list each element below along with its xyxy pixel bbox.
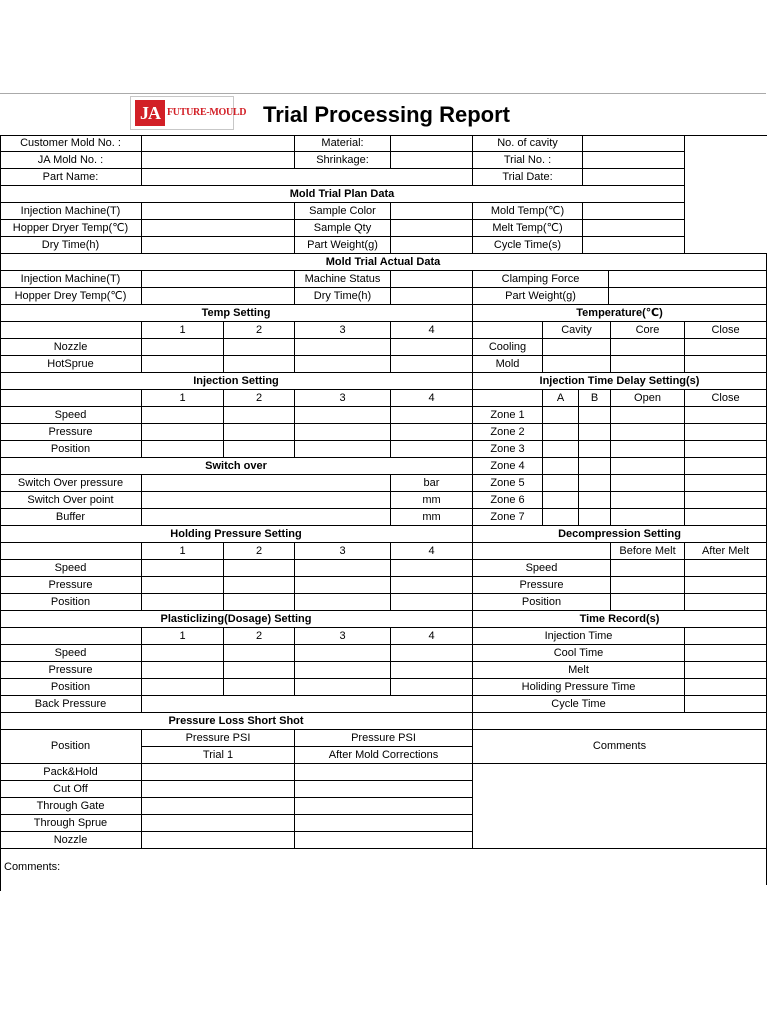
input-cell[interactable] — [579, 424, 611, 441]
cell-injection-setting: Injection Setting — [0, 373, 473, 390]
cell-hopper-dryer-temp: Hopper Dryer Temp(℃) — [0, 220, 142, 237]
input-cell[interactable] — [142, 339, 224, 356]
cell-pressure-loss-short-shot: Pressure Loss Short Shot — [0, 713, 473, 730]
logo-wordmark: FUTURE-MOULD — [167, 107, 247, 118]
input-cell[interactable] — [611, 339, 685, 356]
input-cell[interactable] — [295, 832, 473, 849]
input-cell[interactable] — [142, 577, 224, 594]
cell-through-gate: Through Gate — [0, 798, 142, 815]
input-cell[interactable] — [224, 356, 295, 373]
input-cell[interactable] — [142, 356, 224, 373]
cell-pressure: Pressure — [0, 424, 142, 441]
cell-4: 4 — [391, 628, 473, 645]
report-title: Trial Processing Report — [263, 102, 510, 127]
cell-1: 1 — [142, 322, 224, 339]
cell-zone-1: Zone 1 — [473, 407, 543, 424]
input-cell[interactable] — [579, 441, 611, 458]
input-cell[interactable] — [224, 577, 295, 594]
cell-1: 1 — [142, 543, 224, 560]
cell-position: Position — [473, 594, 611, 611]
input-cell[interactable] — [611, 594, 685, 611]
input-cell[interactable] — [295, 424, 391, 441]
input-cell[interactable] — [142, 237, 295, 254]
input-cell[interactable] — [611, 577, 685, 594]
input-cell[interactable] — [685, 339, 767, 356]
input-cell[interactable] — [295, 815, 473, 832]
input-cell[interactable] — [295, 594, 391, 611]
cell-zone-3: Zone 3 — [473, 441, 543, 458]
input-cell[interactable] — [391, 152, 473, 169]
input-cell[interactable] — [142, 509, 391, 526]
input-cell[interactable] — [142, 407, 224, 424]
input-cell[interactable] — [611, 560, 685, 577]
input-cell[interactable] — [391, 339, 473, 356]
cell-pressure: Pressure — [473, 577, 611, 594]
input-cell[interactable] — [685, 424, 767, 441]
input-cell[interactable] — [224, 594, 295, 611]
cell-hotsprue: HotSprue — [0, 356, 142, 373]
cell-buffer: Buffer — [0, 509, 142, 526]
cell-3: 3 — [295, 390, 391, 407]
cell-core: Core — [611, 322, 685, 339]
cell-pressure-psi: Pressure PSI — [142, 730, 295, 747]
input-cell[interactable] — [685, 560, 767, 577]
cell-cavity: Cavity — [543, 322, 611, 339]
input-cell[interactable] — [295, 764, 473, 781]
cell-close: Close — [685, 390, 767, 407]
cell-zone-2: Zone 2 — [473, 424, 543, 441]
input-cell[interactable] — [579, 475, 611, 492]
input-cell[interactable] — [685, 696, 767, 713]
input-cell[interactable] — [611, 458, 685, 475]
input-cell[interactable] — [391, 424, 473, 441]
cell-3: 3 — [295, 322, 391, 339]
input-cell[interactable] — [609, 271, 767, 288]
cell-clamping-force: Clamping Force — [473, 271, 609, 288]
cell-pressure: Pressure — [0, 577, 142, 594]
input-cell[interactable] — [391, 594, 473, 611]
cell-mold-temp: Mold Temp(℃) — [473, 203, 583, 220]
cell-switch-over-pressure: Switch Over pressure — [0, 475, 142, 492]
cell-after-melt: After Melt — [685, 543, 767, 560]
cell-bar: bar — [391, 475, 473, 492]
cell-through-sprue: Through Sprue — [0, 815, 142, 832]
input-cell[interactable] — [224, 407, 295, 424]
cell-zone-5: Zone 5 — [473, 475, 543, 492]
input-cell[interactable] — [611, 475, 685, 492]
input-cell[interactable] — [543, 475, 579, 492]
cell-position: Position — [0, 441, 142, 458]
cell-mm: mm — [391, 492, 473, 509]
cell-injection-time-delay-setting-s: Injection Time Delay Setting(s) — [473, 373, 767, 390]
cell-cycle-time-s: Cycle Time(s) — [473, 237, 583, 254]
input-cell[interactable] — [295, 407, 391, 424]
input-cell[interactable] — [473, 390, 543, 407]
cell-speed: Speed — [473, 560, 611, 577]
input-cell[interactable] — [583, 169, 685, 186]
input-cell[interactable] — [0, 390, 142, 407]
input-cell[interactable] — [611, 407, 685, 424]
cell-ja-mold-no: JA Mold No. : — [0, 152, 142, 169]
input-cell[interactable] — [611, 509, 685, 526]
cell-mm: mm — [391, 509, 473, 526]
input-cell[interactable] — [391, 441, 473, 458]
input-cell[interactable] — [685, 594, 767, 611]
input-cell[interactable] — [543, 441, 579, 458]
company-logo — [130, 96, 247, 130]
input-cell[interactable] — [295, 662, 391, 679]
cell-zone-7: Zone 7 — [473, 509, 543, 526]
cell-cool-time: Cool Time — [473, 645, 685, 662]
cell-dry-time-h: Dry Time(h) — [295, 288, 391, 305]
input-cell[interactable] — [142, 645, 224, 662]
input-cell[interactable] — [391, 645, 473, 662]
cell-2: 2 — [224, 628, 295, 645]
cell-holding-pressure-setting: Holding Pressure Setting — [0, 526, 473, 543]
input-cell[interactable] — [473, 713, 767, 730]
cell-3: 3 — [295, 543, 391, 560]
input-cell[interactable] — [543, 407, 579, 424]
trial-processing-report — [0, 93, 768, 891]
input-cell[interactable] — [295, 441, 391, 458]
cell-before-melt: Before Melt — [611, 543, 685, 560]
cell-no-of-cavity: No. of cavity — [473, 135, 583, 152]
report-header — [0, 93, 766, 136]
cell-speed: Speed — [0, 407, 142, 424]
cell-time-record-s: Time Record(s) — [473, 611, 767, 628]
cell-mold-trial-plan-data: Mold Trial Plan Data — [0, 186, 685, 203]
input-cell[interactable] — [224, 441, 295, 458]
input-cell[interactable] — [0, 322, 142, 339]
input-cell[interactable] — [391, 679, 473, 696]
comments-area[interactable] — [473, 764, 767, 849]
input-cell[interactable] — [295, 356, 391, 373]
input-cell[interactable] — [295, 679, 391, 696]
input-cell[interactable] — [543, 492, 579, 509]
input-cell[interactable] — [685, 679, 767, 696]
input-cell[interactable] — [142, 135, 295, 152]
input-cell[interactable] — [224, 662, 295, 679]
input-cell[interactable] — [142, 832, 295, 849]
cell-2: 2 — [224, 390, 295, 407]
cell-cycle-time: Cycle Time — [473, 696, 685, 713]
input-cell[interactable] — [142, 271, 295, 288]
input-cell[interactable] — [473, 543, 611, 560]
cell-speed: Speed — [0, 560, 142, 577]
cell-1: 1 — [142, 390, 224, 407]
input-cell[interactable] — [583, 237, 685, 254]
input-cell[interactable] — [391, 288, 473, 305]
cell-injection-machine-t: Injection Machine(T) — [0, 203, 142, 220]
input-cell[interactable] — [142, 475, 391, 492]
cell-sample-qty: Sample Qty — [295, 220, 391, 237]
cell-pressure-psi: Pressure PSI — [295, 730, 473, 747]
cell-customer-mold-no: Customer Mold No. : — [0, 135, 142, 152]
input-cell[interactable] — [142, 441, 224, 458]
input-cell[interactable] — [583, 220, 685, 237]
input-cell[interactable] — [579, 458, 611, 475]
input-cell[interactable] — [142, 764, 295, 781]
input-cell[interactable] — [142, 662, 224, 679]
input-cell[interactable] — [391, 271, 473, 288]
input-cell[interactable] — [295, 339, 391, 356]
cell-shrinkage: Shrinkage: — [295, 152, 391, 169]
cell-pack-hold: Pack&Hold — [0, 764, 142, 781]
input-cell[interactable] — [142, 679, 224, 696]
cell-position: Position — [0, 679, 142, 696]
logo-ja-mark: JA — [135, 100, 165, 126]
cell-pressure: Pressure — [0, 662, 142, 679]
input-cell[interactable] — [142, 220, 295, 237]
input-cell[interactable] — [685, 492, 767, 509]
cell-hopper-drey-temp: Hopper Drey Temp(℃) — [0, 288, 142, 305]
comments-footer-label: Comments: — [0, 849, 767, 885]
input-cell[interactable] — [391, 662, 473, 679]
cell-switch-over-point: Switch Over point — [0, 492, 142, 509]
input-cell[interactable] — [685, 475, 767, 492]
input-cell[interactable] — [685, 662, 767, 679]
cell-b: B — [579, 390, 611, 407]
input-cell[interactable] — [391, 407, 473, 424]
input-cell[interactable] — [295, 645, 391, 662]
cell-4: 4 — [391, 390, 473, 407]
cell-part-name: Part Name: — [0, 169, 142, 186]
cell-a: A — [543, 390, 579, 407]
input-cell[interactable] — [685, 458, 767, 475]
cell-mold: Mold — [473, 356, 543, 373]
input-cell[interactable] — [391, 135, 473, 152]
cell-machine-status: Machine Status — [295, 271, 391, 288]
input-cell[interactable] — [391, 220, 473, 237]
input-cell[interactable] — [295, 798, 473, 815]
input-cell[interactable] — [142, 781, 295, 798]
cell-2: 2 — [224, 322, 295, 339]
input-cell[interactable] — [142, 798, 295, 815]
cell-dry-time-h: Dry Time(h) — [0, 237, 142, 254]
input-cell[interactable] — [611, 424, 685, 441]
input-cell[interactable] — [579, 509, 611, 526]
input-cell[interactable] — [579, 407, 611, 424]
cell-decompression-setting: Decompression Setting — [473, 526, 767, 543]
input-cell[interactable] — [685, 356, 767, 373]
cell-melt: Melt — [473, 662, 685, 679]
input-cell[interactable] — [685, 441, 767, 458]
input-cell[interactable] — [579, 492, 611, 509]
input-cell[interactable] — [391, 560, 473, 577]
input-cell[interactable] — [142, 696, 473, 713]
cell-cooling: Cooling — [473, 339, 543, 356]
input-cell[interactable] — [543, 356, 611, 373]
input-cell[interactable] — [391, 203, 473, 220]
input-cell[interactable] — [142, 152, 295, 169]
input-cell[interactable] — [473, 322, 543, 339]
input-cell[interactable] — [543, 509, 579, 526]
cell-1: 1 — [142, 628, 224, 645]
input-cell[interactable] — [543, 339, 611, 356]
cell-trial-no: Trial No. : — [473, 152, 583, 169]
input-cell[interactable] — [142, 169, 473, 186]
cell-4: 4 — [391, 543, 473, 560]
cell-temp-setting: Temp Setting — [0, 305, 473, 322]
input-cell[interactable] — [142, 560, 224, 577]
input-cell[interactable] — [142, 815, 295, 832]
input-cell[interactable] — [142, 203, 295, 220]
input-cell[interactable] — [391, 577, 473, 594]
input-cell[interactable] — [0, 628, 142, 645]
input-cell[interactable] — [391, 237, 473, 254]
input-cell[interactable] — [224, 645, 295, 662]
cell-trial-date: Trial Date: — [473, 169, 583, 186]
cell-part-weight-g: Part Weight(g) — [473, 288, 609, 305]
cell-position: Position — [0, 594, 142, 611]
input-cell[interactable] — [543, 458, 579, 475]
input-cell[interactable] — [685, 509, 767, 526]
cell-zone-4: Zone 4 — [473, 458, 543, 475]
cell-temperature: Temperature(℃) — [473, 305, 767, 322]
input-cell[interactable] — [142, 424, 224, 441]
cell-injection-time: Injection Time — [473, 628, 685, 645]
input-cell[interactable] — [142, 594, 224, 611]
cell-material: Material: — [295, 135, 391, 152]
input-cell[interactable] — [611, 492, 685, 509]
input-cell[interactable] — [583, 152, 685, 169]
cell-back-pressure: Back Pressure — [0, 696, 142, 713]
input-cell[interactable] — [685, 628, 767, 645]
cell-mold-trial-actual-data: Mold Trial Actual Data — [0, 254, 767, 271]
input-cell[interactable] — [295, 781, 473, 798]
input-cell[interactable] — [685, 645, 767, 662]
input-cell[interactable] — [142, 288, 295, 305]
cell-part-weight-g: Part Weight(g) — [295, 237, 391, 254]
cell-nozzle: Nozzle — [0, 832, 142, 849]
cell-after-mold-corrections: After Mold Corrections — [295, 747, 473, 764]
input-cell[interactable] — [543, 424, 579, 441]
cell-speed: Speed — [0, 645, 142, 662]
position-label: Position — [0, 730, 142, 764]
input-cell[interactable] — [142, 492, 391, 509]
input-cell[interactable] — [295, 560, 391, 577]
cell-4: 4 — [391, 322, 473, 339]
cell-trial-1: Trial 1 — [142, 747, 295, 764]
input-cell[interactable] — [391, 356, 473, 373]
input-cell[interactable] — [295, 577, 391, 594]
input-cell[interactable] — [611, 356, 685, 373]
input-cell[interactable] — [609, 288, 767, 305]
input-cell[interactable] — [224, 424, 295, 441]
cell-close: Close — [685, 322, 767, 339]
cell-2: 2 — [224, 543, 295, 560]
input-cell[interactable] — [611, 441, 685, 458]
input-cell[interactable] — [583, 203, 685, 220]
input-cell[interactable] — [0, 543, 142, 560]
input-cell[interactable] — [224, 560, 295, 577]
cell-3: 3 — [295, 628, 391, 645]
cell-sample-color: Sample Color — [295, 203, 391, 220]
cell-open: Open — [611, 390, 685, 407]
cell-zone-6: Zone 6 — [473, 492, 543, 509]
cell-cut-off: Cut Off — [0, 781, 142, 798]
cell-switch-over: Switch over — [0, 458, 473, 475]
comments-header: Comments — [473, 730, 767, 764]
header-blank-cell — [685, 135, 767, 254]
input-cell[interactable] — [224, 339, 295, 356]
input-cell[interactable] — [224, 679, 295, 696]
cell-nozzle: Nozzle — [0, 339, 142, 356]
cell-injection-machine-t: Injection Machine(T) — [0, 271, 142, 288]
input-cell[interactable] — [685, 577, 767, 594]
input-cell[interactable] — [583, 135, 685, 152]
cell-melt-temp: Melt Temp(℃) — [473, 220, 583, 237]
cell-holiding-pressure-time: Holiding Pressure Time — [473, 679, 685, 696]
input-cell[interactable] — [685, 407, 767, 424]
cell-plasticlizing-dosage-setting: Plasticlizing(Dosage) Setting — [0, 611, 473, 628]
